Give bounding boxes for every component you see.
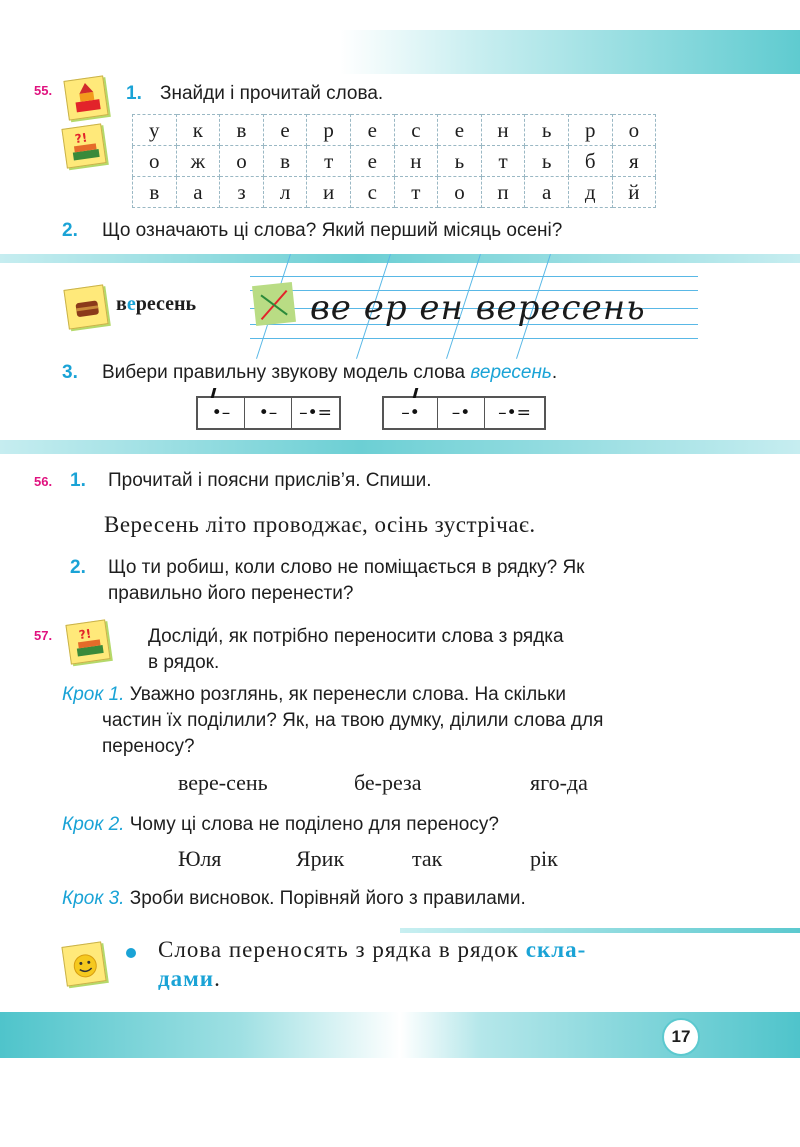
grid-cell: с (394, 115, 438, 146)
grid-cell: з (220, 177, 264, 208)
example-word: бе-реза (354, 770, 422, 795)
rule-divider (400, 928, 800, 933)
grid-cell: с (350, 177, 394, 208)
step-label: Крок 2. (62, 814, 125, 835)
model-cell-text: –• (401, 403, 420, 423)
step-text: Чому ці слова не поділено для переносу? (124, 814, 499, 835)
step-text: переносу? (102, 736, 195, 757)
question-number: 1. (126, 83, 142, 104)
model-cell (438, 398, 485, 428)
rule-highlight: дами (158, 966, 215, 991)
example-word: так (412, 846, 443, 871)
grid-cell: ь (525, 146, 569, 177)
model-cell (384, 398, 438, 428)
exercise-number: 55. (34, 83, 53, 98)
grid-cell: н (481, 115, 525, 146)
model-cell (198, 398, 245, 428)
question-text: Прочитай і поясни прислів’я. Спиши. (108, 470, 432, 491)
vocabulary-word (116, 293, 196, 316)
grid-row (133, 177, 656, 208)
model-cell (292, 398, 339, 428)
step-3 (62, 888, 526, 910)
page-number: 17 (662, 1018, 700, 1056)
step-text: Зроби висновок. Порівняй його з правилами. (124, 888, 526, 909)
grid-cell: ж (176, 146, 220, 177)
grid-cell: в (220, 115, 264, 146)
handwriting-sample: ве ер ен вересень (310, 288, 646, 328)
highlighted-word: вересень (470, 362, 552, 383)
exercise-number: 57. (34, 628, 53, 643)
bullet-dot (126, 948, 136, 958)
grid-cell: р (307, 115, 351, 146)
smiley-icon (61, 941, 106, 986)
question-text: Що означають ці слова? Який перший місяць осені? (102, 220, 563, 241)
grid-cell: т (394, 177, 438, 208)
grid-cell: о (133, 146, 177, 177)
step-2 (62, 814, 499, 836)
grid-cell: е (263, 115, 307, 146)
example-word: рік (530, 846, 558, 871)
example-word: Ярик (296, 846, 345, 871)
rule-highlight: скла- (525, 937, 587, 962)
letter-grid (132, 114, 656, 208)
pencil-icon (252, 282, 296, 326)
question-number: 2. (62, 220, 78, 241)
question-text: Що ти робиш, коли слово не поміщається в рядку? Як (108, 557, 585, 578)
question-text: правильно його перенести? (108, 583, 354, 604)
rule-line (158, 937, 586, 963)
question-text-part: . (551, 362, 558, 383)
question-number: 2. (70, 557, 86, 578)
grid-cell: и (307, 177, 351, 208)
research-icon (65, 619, 110, 664)
grid-cell: й (612, 177, 656, 208)
question-text-part: Вибери правильну звукову модель слова (102, 362, 471, 383)
grid-cell: а (176, 177, 220, 208)
sound-model-a[interactable] (196, 396, 341, 430)
grid-cell: я (612, 146, 656, 177)
question-text (102, 362, 557, 384)
grid-cell: л (263, 177, 307, 208)
grid-cell: т (481, 146, 525, 177)
step-text: Уважно розглянь, як перенесли слова. На скільки (124, 684, 566, 705)
chest-icon (63, 284, 108, 329)
vocab-part: ресень (135, 293, 197, 315)
model-cell-text: •– (211, 403, 231, 423)
model-cell (245, 398, 292, 428)
intro-text: в рядок. (148, 652, 220, 673)
grid-cell: т (307, 146, 351, 177)
example-word: вере-сень (178, 770, 268, 795)
rule-line (158, 966, 221, 992)
sound-model-b[interactable] (382, 396, 546, 430)
handwriting-lines (250, 274, 698, 354)
exercise-number: 56. (34, 474, 53, 489)
proverb: Вересень літо проводжає, осінь зустрічає. (104, 512, 536, 537)
model-cell-text: •– (258, 403, 278, 423)
grid-cell: е (350, 115, 394, 146)
grid-cell: о (438, 177, 482, 208)
model-cell-text: –•= (299, 403, 332, 423)
grid-cell: в (263, 146, 307, 177)
grid-cell: в (133, 177, 177, 208)
grid-cell: о (612, 115, 656, 146)
svg-text:?!: ?! (77, 626, 93, 643)
question-number: 1. (70, 470, 86, 491)
question-text: Знайди і прочитай слова. (160, 83, 384, 104)
grid-cell: а (525, 177, 569, 208)
svg-text:?!: ?! (73, 130, 89, 147)
step-label: Крок 3. (62, 888, 125, 909)
grid-cell: н (394, 146, 438, 177)
top-banner (340, 30, 800, 74)
grid-cell: у (133, 115, 177, 146)
grid-cell: б (568, 146, 612, 177)
research-icon (61, 123, 106, 168)
grid-cell: р (568, 115, 612, 146)
step-label: Крок 1. (62, 684, 125, 705)
intro-text: Досліди́, як потрібно переносити слова з рядка (148, 626, 564, 647)
step-text: частин їх поділили? Як, на твою думку, ділили слова для (102, 710, 604, 731)
example-word: Юля (178, 846, 222, 871)
section-divider (0, 440, 800, 454)
model-cell-text: –• (451, 403, 471, 423)
example-word: яго-да (530, 770, 588, 795)
vocab-accent-letter: е (126, 293, 136, 315)
grid-cell: ь (525, 115, 569, 146)
model-cell-text: –•= (498, 403, 531, 423)
grid-cell: е (438, 115, 482, 146)
question-number: 3. (62, 362, 78, 383)
section-divider (0, 254, 800, 263)
rule-text: . (214, 966, 221, 991)
grid-cell: ь (438, 146, 482, 177)
grid-row (133, 115, 656, 146)
grid-cell: к (176, 115, 220, 146)
grid-cell: п (481, 177, 525, 208)
model-cell (485, 398, 544, 428)
grid-cell: е (350, 146, 394, 177)
grid-cell: о (220, 146, 264, 177)
grid-cell: д (568, 177, 612, 208)
blocks-icon (63, 75, 108, 120)
rule-text: Слова переносять з рядка в рядок (158, 937, 526, 962)
step-1 (62, 684, 566, 706)
vocab-part: в (116, 293, 127, 315)
grid-row (133, 146, 656, 177)
